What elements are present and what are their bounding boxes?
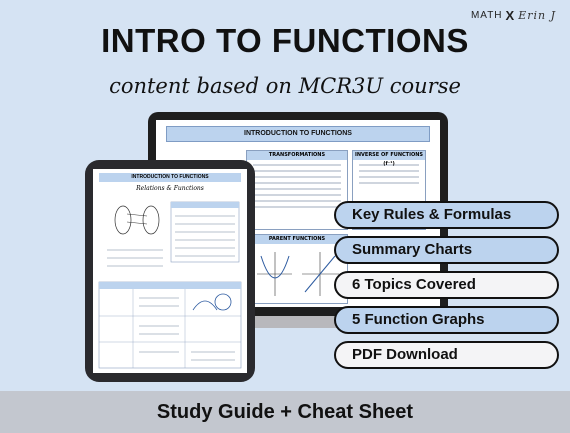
logo-script: Erin J [518, 9, 556, 22]
feature-summary-charts: Summary Charts [334, 236, 559, 264]
brand-logo [471, 8, 556, 23]
tablet-doc-content [93, 192, 247, 372]
feature-function-graphs: 5 Function Graphs [334, 306, 559, 334]
tablet-doc-heading: INTRODUCTION TO FUNCTIONS [99, 173, 241, 182]
transformations-table [246, 150, 348, 230]
transformations-heading: TRANSFORMATIONS [247, 151, 347, 160]
tablet-mockup [85, 160, 255, 382]
inverse-heading: INVERSE OF FUNCTIONS (f⁻¹) [353, 151, 425, 160]
tablet-screen [93, 169, 247, 373]
feature-topics-covered: 6 Topics Covered [334, 271, 559, 299]
parent-functions-heading: PARENT FUNCTIONS [247, 235, 347, 244]
page-title: INTRO TO FUNCTIONS [101, 22, 469, 59]
laptop-doc-heading: INTRODUCTION TO FUNCTIONS [166, 126, 430, 142]
parent-functions-table [246, 234, 348, 304]
logo-x-mark: X [505, 8, 516, 23]
parent-graphs [247, 244, 347, 300]
page-subtitle: content based on MCR3U course [109, 74, 461, 98]
logo-word: MATH [470, 10, 503, 21]
feature-key-rules: Key Rules & Formulas [334, 201, 559, 229]
feature-pdf-download: PDF Download [334, 341, 559, 369]
footer-banner: Study Guide + Cheat Sheet [0, 391, 570, 433]
tablet-doc-subheading: Relations & Functions [136, 185, 204, 192]
